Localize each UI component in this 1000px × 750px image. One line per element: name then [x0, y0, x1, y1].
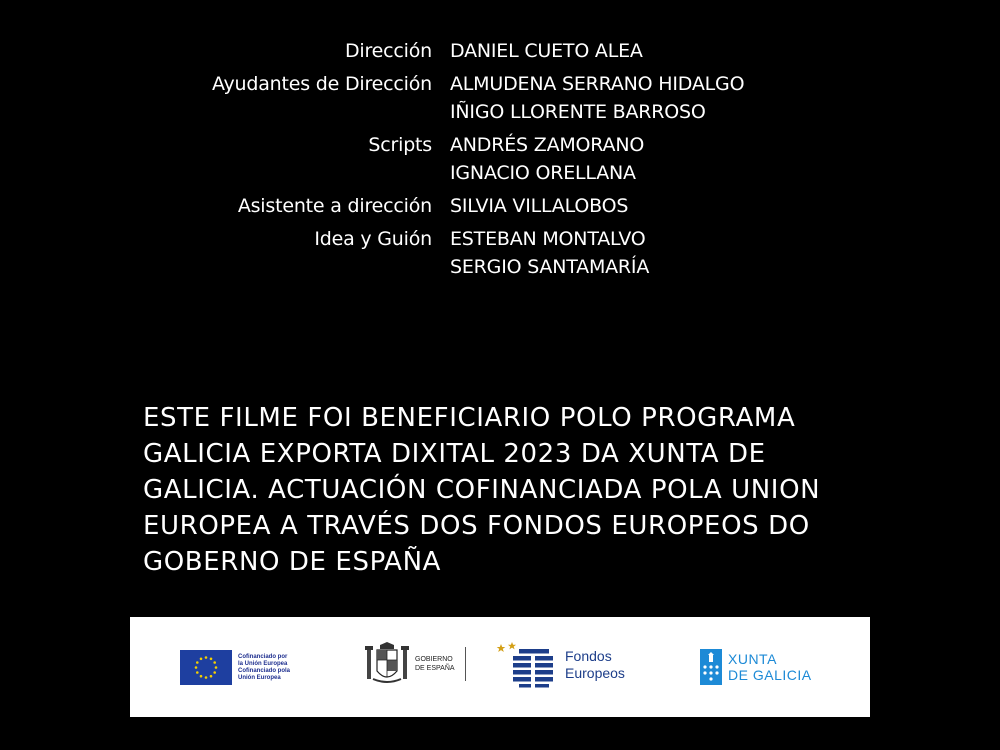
eu-logo-line: la Unión Europea: [238, 660, 288, 667]
statement-line: GOBERNO DE ESPAÑA: [143, 547, 442, 577]
eu-flag-icon: [180, 650, 232, 685]
credit-names: [450, 131, 644, 187]
credit-name: SERGIO SANTAMARÍA: [450, 256, 650, 278]
eu-logo-line: Cofinanciado por: [238, 653, 288, 660]
logo-divider: [465, 647, 466, 681]
credit-role: Idea y Guión: [314, 228, 432, 250]
credit-names: [450, 70, 744, 126]
statement-line: GALICIA EXPORTA DIXITAL 2023 DA XUNTA DE: [143, 439, 766, 469]
credit-role: Ayudantes de Dirección: [211, 73, 432, 95]
eu-logo-line: Cofinanciado pola: [238, 667, 291, 674]
funding-statement: [143, 400, 903, 580]
sponsor-logo-bar: [130, 617, 870, 717]
fondos-europeos-text: [565, 648, 625, 682]
credit-names: [450, 37, 643, 65]
credit-role: Scripts: [368, 134, 432, 156]
xunta-logo-text: [728, 651, 812, 683]
statement-line: EUROPEA A TRAVÉS DOS FONDOS EUROPEOS DO: [143, 511, 810, 541]
fondos-logo-line: Fondos: [565, 648, 612, 664]
fondos-europeos-logo: [495, 642, 625, 688]
credit-name: ANDRÉS ZAMORANO: [450, 134, 645, 156]
credit-name: SILVIA VILLALOBOS: [450, 195, 629, 217]
statement-line: ESTE FILME FOI BENEFICIARIO POLO PROGRAMA: [143, 403, 796, 433]
credit-name: DANIEL CUETO ALEA: [450, 40, 643, 62]
xunta-logo: [700, 649, 812, 685]
credit-row-scripts: [0, 131, 1000, 187]
eu-logo-text: [238, 654, 290, 682]
fondos-logo-line: Europeos: [565, 665, 625, 681]
gobierno-logo: [365, 641, 466, 687]
credit-name: ESTEBAN MONTALVO: [450, 228, 646, 250]
spain-coat-of-arms-icon: [365, 641, 409, 687]
credit-row-asistente: [0, 192, 1000, 220]
statement-line: GALICIA. ACTUACIÓN COFINANCIADA POLA UNION: [143, 475, 821, 505]
fondos-europeos-icon: [495, 642, 557, 688]
credit-name: ALMUDENA SERRANO HIDALGO: [450, 73, 745, 95]
xunta-logo-line: DE GALICIA: [728, 667, 812, 683]
credit-role: Dirección: [344, 40, 432, 62]
eu-logo-line: Unión Europea: [238, 674, 281, 681]
credit-names: [450, 225, 649, 281]
credit-role: Asistente a dirección: [237, 195, 432, 217]
credit-name: IÑIGO LLORENTE BARROSO: [450, 101, 706, 123]
credit-name: IGNACIO ORELLANA: [450, 162, 636, 184]
gobierno-logo-text: [415, 655, 455, 673]
gobierno-logo-line: DE ESPAÑA: [415, 665, 455, 672]
credits-block: [0, 37, 1000, 286]
eu-logo: [180, 650, 290, 685]
galicia-shield-icon: [700, 649, 722, 685]
xunta-logo-line: XUNTA: [728, 651, 777, 667]
gobierno-logo-line: GOBIERNO: [415, 656, 453, 663]
credit-row-direccion: [0, 37, 1000, 65]
credit-row-ayudantes: [0, 70, 1000, 126]
credit-names: [450, 192, 628, 220]
credit-row-idea-guion: [0, 225, 1000, 281]
